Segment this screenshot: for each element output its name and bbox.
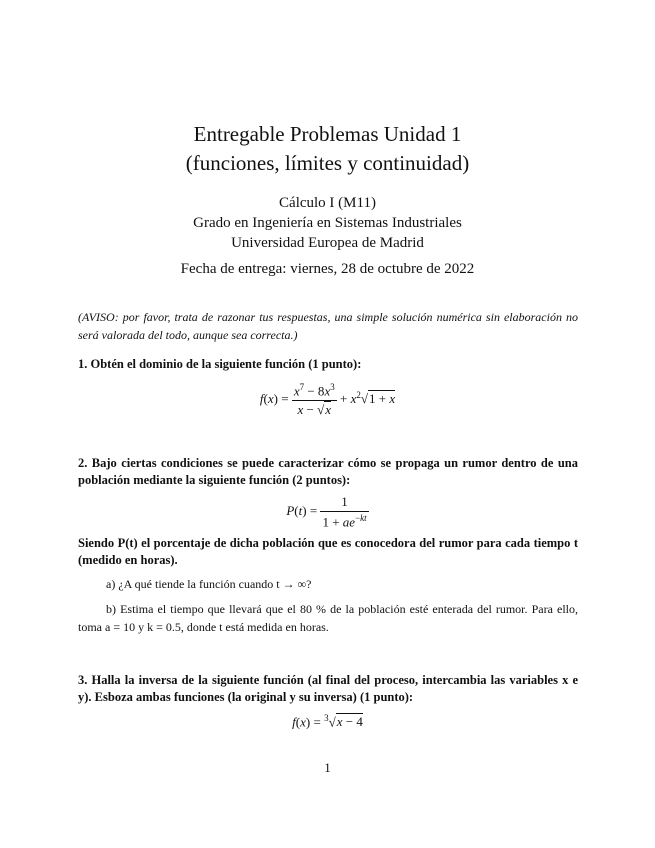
question-2: 2. Bajo ciertas condiciones se puede caracterizar cómo se propaga un rumor dentro de una población mediante la siguiente función (2 puntos):: [78, 456, 578, 487]
question-2-context: Siendo P(t) el porcentaje de dicha población que es conocedora del rumor para cada tiempo t (medido en horas).: [78, 536, 578, 567]
item-b-label: b): [106, 602, 116, 616]
due-date: Fecha de entrega: viernes, 28 de octubre de 2022: [180, 261, 475, 277]
course-name: Cálculo I (M11): [279, 195, 376, 211]
notice-text: (AVISO: por favor, trata de razonar tus respuestas, una simple solución numérica sin elaboración no será valorada del todo, aunque sea correcta.): [78, 310, 578, 342]
question-3: 3. Halla la inversa de la siguiente función (al final del proceso, intercambia las variables x e y). Esboza ambas funciones (la original y su inversa) (1 punto):: [78, 673, 578, 704]
university-name: Universidad Europea de Madrid: [231, 235, 424, 251]
item-a-label: a): [106, 577, 116, 591]
title-line-2: (funciones, límites y continuidad): [185, 151, 470, 175]
question-2b: [78, 600, 578, 636]
item-a-text: ¿A qué tiende la función cuando t → ∞?: [118, 577, 312, 591]
item-b-text: Estima el tiempo que llevará que el 80 % de la población esté enterada del rumor. Para ello, toma a = 10 y k = 0.5, donde t está medida en horas.: [78, 602, 579, 634]
question-2a: [78, 575, 578, 593]
formula-q3: f(x) = $^3$√x − 4: [292, 713, 363, 730]
page-number: 1: [324, 760, 331, 775]
formula-q1: f(x) = $\frac{x^7 - 8x^3}{x - √x}$ + $x^2√1 + x$: [259, 382, 396, 418]
course-info: [0, 193, 655, 253]
formula-q2: P(t) = $\frac{1}{1 + ae^{-kt}}$: [286, 494, 367, 530]
title-line-1: Entregable Problemas Unidad 1: [193, 122, 462, 146]
document-title: [0, 120, 655, 178]
question-1: 1. Obtén el dominio de la siguiente función (1 punto):: [78, 357, 362, 371]
degree-name: Grado en Ingeniería en Sistemas Industriales: [193, 215, 462, 231]
